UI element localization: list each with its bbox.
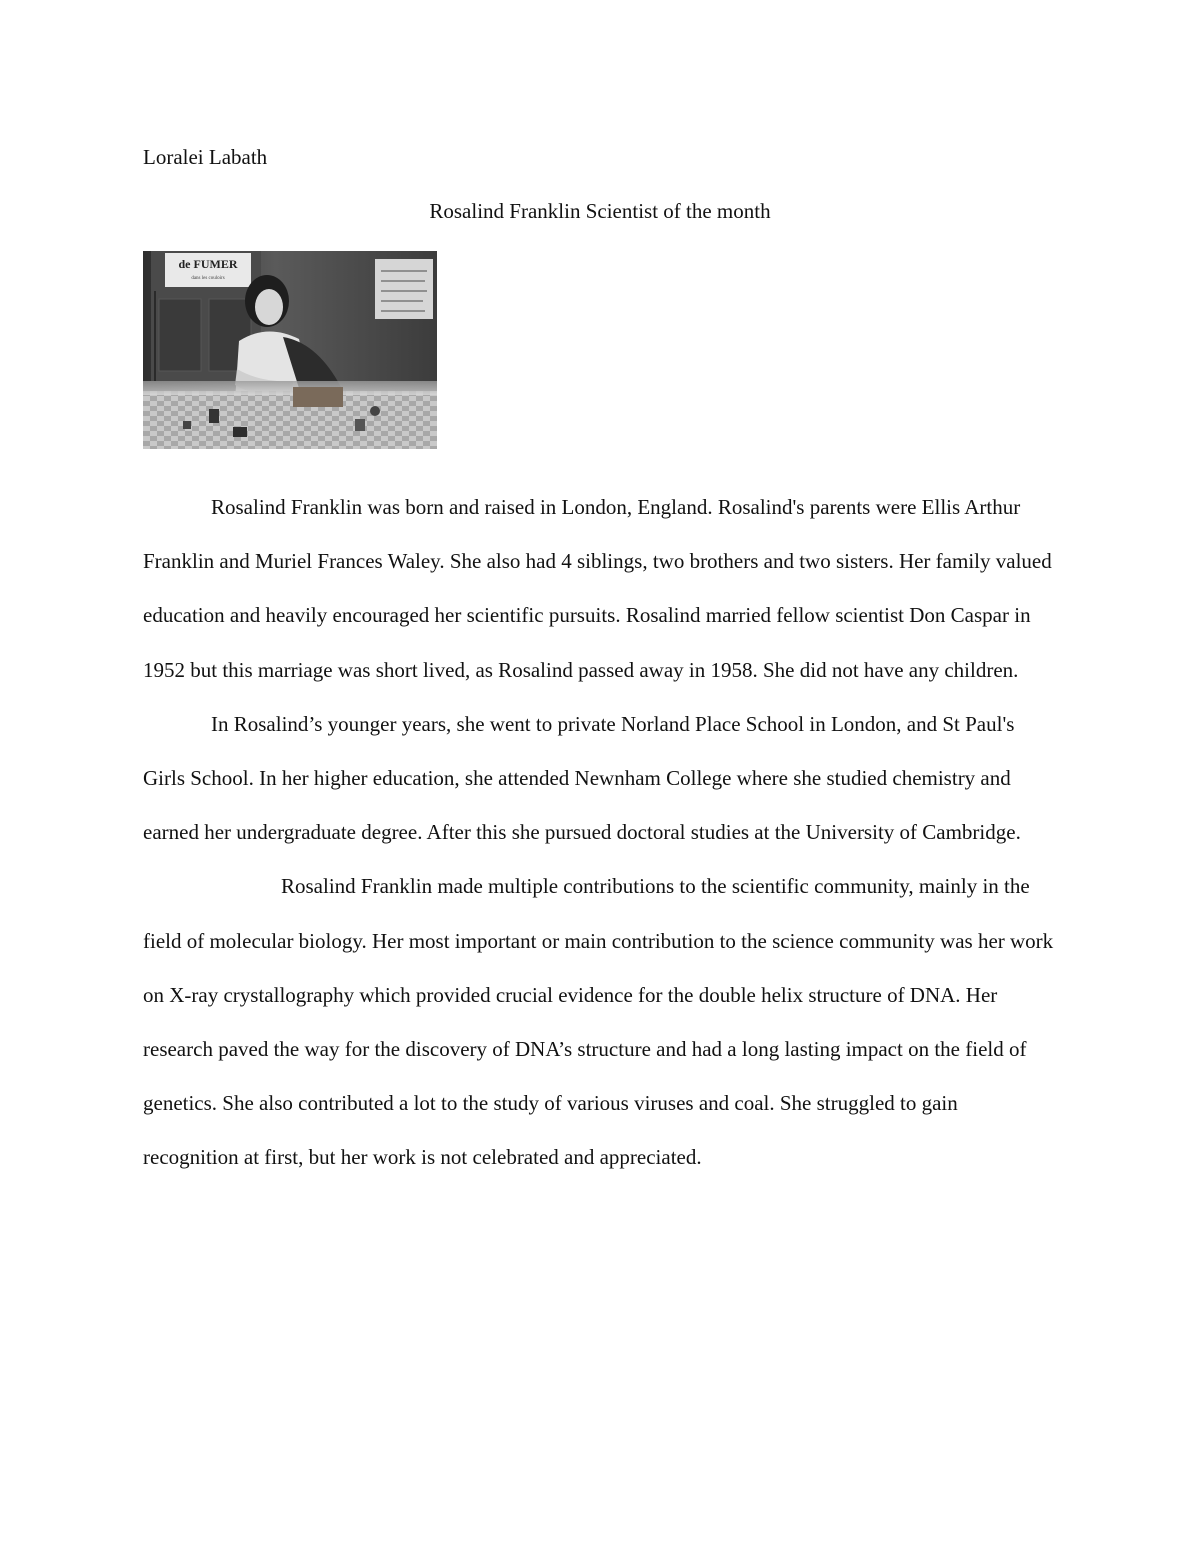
portrait-photo-icon bbox=[143, 251, 437, 449]
paragraph-education: In Rosalind’s younger years, she went to private Norland Place School in London, and St Paul's Girls School. In her higher education, she attended Newnham College where she studied chemistry and earned her undergraduate degree. After this she pursued doctoral studies at the University of Cambridge. bbox=[143, 711, 1021, 845]
sign-left-text: de FUMER bbox=[178, 257, 238, 271]
document-title: Rosalind Franklin Scientist of the month bbox=[429, 199, 771, 223]
sign-left-subtext: dans les couloirs bbox=[191, 276, 225, 281]
paragraph-contributions: Rosalind Franklin made multiple contributions to the scientific community, mainly in the field of molecular biology. Her most important or main contribution to the science community was her work on X-ray crystallography which provided crucial evidence for the double helix structure of DNA. Her research paved the way for the discovery of DNA’s structure and had a long lasting impact on the field of genetics. She also contributed a lot to the study of various viruses and coal. She struggled to gain recognition at first, but her work is not celebrated and appreciated. bbox=[143, 874, 1054, 1170]
body-text bbox=[143, 480, 1058, 1185]
paragraph-family: Rosalind Franklin was born and raised in London, England. Rosalind's parents were Ellis Arthur Franklin and Muriel Frances Waley. She also had 4 siblings, two brothers and two sisters. Her family valued education and heavily encouraged her scientific pursuits. Rosalind married fellow scientist Don Caspar in 1952 but this marriage was short lived, as Rosalind passed away in 1958. She did not have any children. bbox=[143, 495, 1052, 682]
author-name: Loralei Labath bbox=[143, 145, 268, 169]
